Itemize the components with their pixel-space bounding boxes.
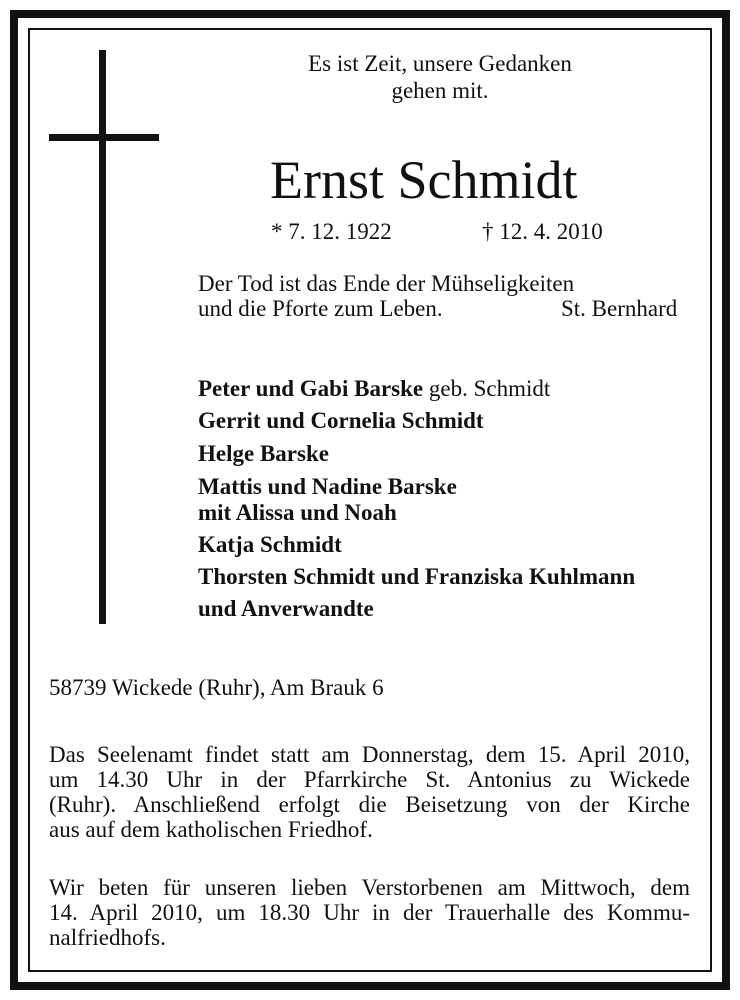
prayer-paragraph bbox=[49, 875, 690, 950]
mourner-line: und Anverwandte bbox=[198, 596, 374, 621]
cross-horizontal-bar bbox=[49, 134, 159, 141]
mourner-line: Thorsten Schmidt und Franziska Kuhlmann bbox=[198, 564, 636, 589]
motto-line: gehen mit. bbox=[391, 78, 489, 103]
mourner-line: Mattis und Nadine Barske bbox=[198, 474, 457, 499]
paragraph-line: nalfriedhofs. bbox=[49, 925, 166, 950]
mourner-line: Katja Schmidt bbox=[198, 532, 342, 557]
paragraph-line: 14. April 2010, um 18.30 Uhr in der Trauerhalle des Kommu- bbox=[49, 900, 690, 925]
paragraph-line: (Ruhr). Anschließend erfolgt die Beisetzung von der Kirche bbox=[49, 792, 690, 817]
address: 58739 Wickede (Ruhr), Am Brauk 6 bbox=[49, 675, 384, 700]
motto bbox=[290, 50, 590, 104]
mourner-line: Helge Barske bbox=[198, 441, 329, 466]
paragraph-line: um 14.30 Uhr in der Pfarrkirche St. Antonius zu Wickede bbox=[49, 767, 690, 792]
birth-date: * 7. 12. 1922 bbox=[271, 219, 392, 244]
motto-line: Es ist Zeit, unsere Gedanken bbox=[308, 51, 572, 76]
mourner-line: mit Alissa und Noah bbox=[198, 500, 397, 525]
mourner-name: Peter und Gabi Barske bbox=[198, 376, 424, 401]
quote-line: Der Tod ist das Ende der Mühseligkeiten bbox=[198, 271, 575, 296]
paragraph-line: Das Seelenamt findet statt am Donnerstag, dem 15. April 2010, bbox=[49, 742, 690, 767]
paragraph-line: Wir beten für unseren lieben Verstorbenen am Mittwoch, dem bbox=[49, 875, 690, 900]
mourner-note: geb. Schmidt bbox=[428, 376, 551, 401]
mourner-line bbox=[198, 376, 550, 402]
deceased-name: Ernst Schmidt bbox=[270, 150, 578, 210]
death-date: † 12. 4. 2010 bbox=[482, 219, 603, 244]
requiem-paragraph bbox=[49, 742, 690, 842]
paragraph-line: aus auf dem katholischen Friedhof. bbox=[49, 817, 373, 842]
quote-line: und die Pforte zum Leben. bbox=[198, 296, 443, 321]
quote-author: St. Bernhard bbox=[561, 296, 678, 321]
mourner-line: Gerrit und Cornelia Schmidt bbox=[198, 408, 484, 433]
